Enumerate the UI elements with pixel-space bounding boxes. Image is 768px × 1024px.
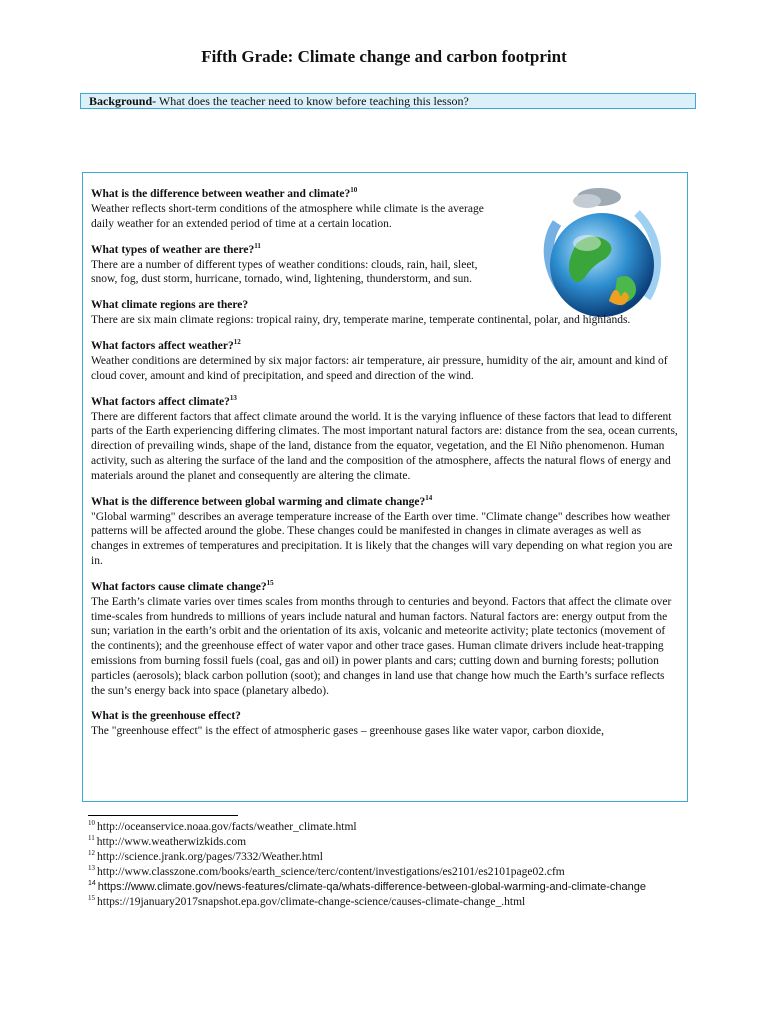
footnote-number: 11 (88, 834, 95, 842)
footnote-ref: 12 (233, 337, 241, 346)
footnote-separator (88, 815, 238, 816)
section-climate-change-causes (91, 580, 679, 699)
section-body: There are six main climate regions: tropical rainy, dry, temperate marine, temperate continental, polar, and highlands. (91, 314, 631, 327)
section-climate-regions (91, 298, 679, 328)
footnote-number: 10 (88, 819, 95, 827)
footnote-ref: 11 (254, 241, 261, 250)
footnote-ref: 14 (425, 493, 433, 502)
background-content-box (82, 172, 688, 802)
background-label: Background- (89, 94, 157, 108)
footnotes (88, 820, 688, 910)
section-heading: What is the difference between global warming and climate change? (91, 495, 426, 508)
footnote-link[interactable]: http://www.weatherwizkids.com (96, 836, 247, 848)
footnote (88, 895, 688, 910)
background-prompt-box (80, 93, 696, 109)
footnote-ref: 13 (229, 393, 237, 402)
footnote-ref: 15 (266, 578, 274, 587)
footnote-link[interactable]: https://www.climate.gov/news-features/climate-qa/whats-difference-between-global-warming-and-climate-change (97, 881, 647, 893)
section-climate-factors (91, 395, 679, 484)
content-body (91, 187, 679, 750)
section-body: The "greenhouse effect" is the effect of atmospheric gases – greenhouse gases like water vapor, carbon dioxide, (91, 725, 605, 738)
section-heading: What factors cause climate change? (91, 580, 267, 593)
background-question: What does the teacher need to know before teaching this lesson? (156, 94, 469, 108)
section-warming-vs-change (91, 495, 679, 569)
section-body: Weather conditions are determined by six major factors: air temperature, air pressure, humidity of the air, amount and kind of cloud cover, amount and kind of precipitation, and speed and direction of the wind. (91, 354, 668, 382)
footnote (88, 820, 688, 835)
footnote-number: 15 (88, 894, 95, 902)
section-heading: What climate regions are there? (91, 299, 249, 312)
footnote-link[interactable]: https://19january2017snapshot.epa.gov/climate-change-science/causes-climate-change_.html (97, 896, 526, 908)
footnote-link[interactable]: http://www.classzone.com/books/earth_science/terc/content/investigations/es2101/es2101page02.cfm (97, 866, 565, 878)
footnote (88, 835, 688, 850)
section-body: Weather reflects short-term conditions of the atmosphere while climate is the average daily weather for an extended period of time at a certain location. (91, 203, 484, 230)
section-weather-factors (91, 339, 679, 384)
section-greenhouse-effect (91, 709, 679, 739)
page-title: Fifth Grade: Climate change and carbon footprint (201, 47, 567, 66)
footnote (88, 850, 688, 865)
footnote-link[interactable]: http://oceanservice.noaa.gov/facts/weather_climate.html (97, 821, 357, 833)
section-body: The Earth’s climate varies over times scales from months through to centuries and beyond. Factors that affect the climate over time-scales from hundreds to millions of years include natural and human factors. Natural factors are: energy output from the sun; variation in the earth’s orbit and the orientation of its axis, volcanic and meteorite activity; plate tectonics (movement of the continents); and the greenhouse effect of water vapor and other trace gases. Human climate drivers include heat-trapping emissions from burning fossil fuels (coal, gas and oil) in power plants and cars; cutting down and burning forests; pollution particles (aerosols); black carbon pollution (soot); and changes in land use that change how much the Earth’s surface reflects the sun’s energy back into space (planetary albedo). (91, 595, 672, 697)
section-heading: What is the greenhouse effect? (91, 710, 241, 723)
section-weather-vs-climate (91, 187, 486, 232)
footnote-number: 14 (88, 880, 96, 887)
section-body: There are different factors that affect climate around the world. It is the varying influence of these factors that lead to different parts of the Earth experiencing differing climates. The most important natural factors are: distance from the sea, ocean currents, direction of prevailing winds, shape of the land, distance from the equator, vegetation, and the El Niño phenomenon. Human activity, such as altering the surface of the land and the composition of the atmosphere, affects the natural flows of energy and materials around the planet and consequently are altering the climate. (91, 410, 678, 482)
section-body: There are a number of different types of weather conditions: clouds, rain, hail, sleet, snow, fog, dust storm, hurricane, tornado, wind, lightening, thunderstorm, and sun. (91, 258, 478, 286)
footnote-number: 13 (88, 864, 95, 872)
section-heading: What types of weather are there? (91, 243, 255, 256)
section-weather-types (91, 243, 486, 288)
section-heading: What is the difference between weather and climate? (91, 188, 351, 200)
footnote-number: 12 (88, 849, 95, 857)
section-body: "Global warming" describes an average temperature increase of the Earth over time. "Climate change" describes how weather patterns will be affected around the globe. These changes could be manifested in changes in climate averages as well as changes in extremes of temperatures and precipitation. It is likely that the changes will vary depending on what region you are in. (91, 510, 673, 567)
footnote (88, 865, 688, 880)
footnote (88, 880, 688, 895)
section-heading: What factors affect weather? (91, 339, 234, 352)
section-heading: What factors affect climate? (91, 395, 230, 408)
footnote-ref: 10 (350, 186, 358, 194)
footnote-link[interactable]: http://science.jrank.org/pages/7332/Weather.html (97, 851, 323, 863)
